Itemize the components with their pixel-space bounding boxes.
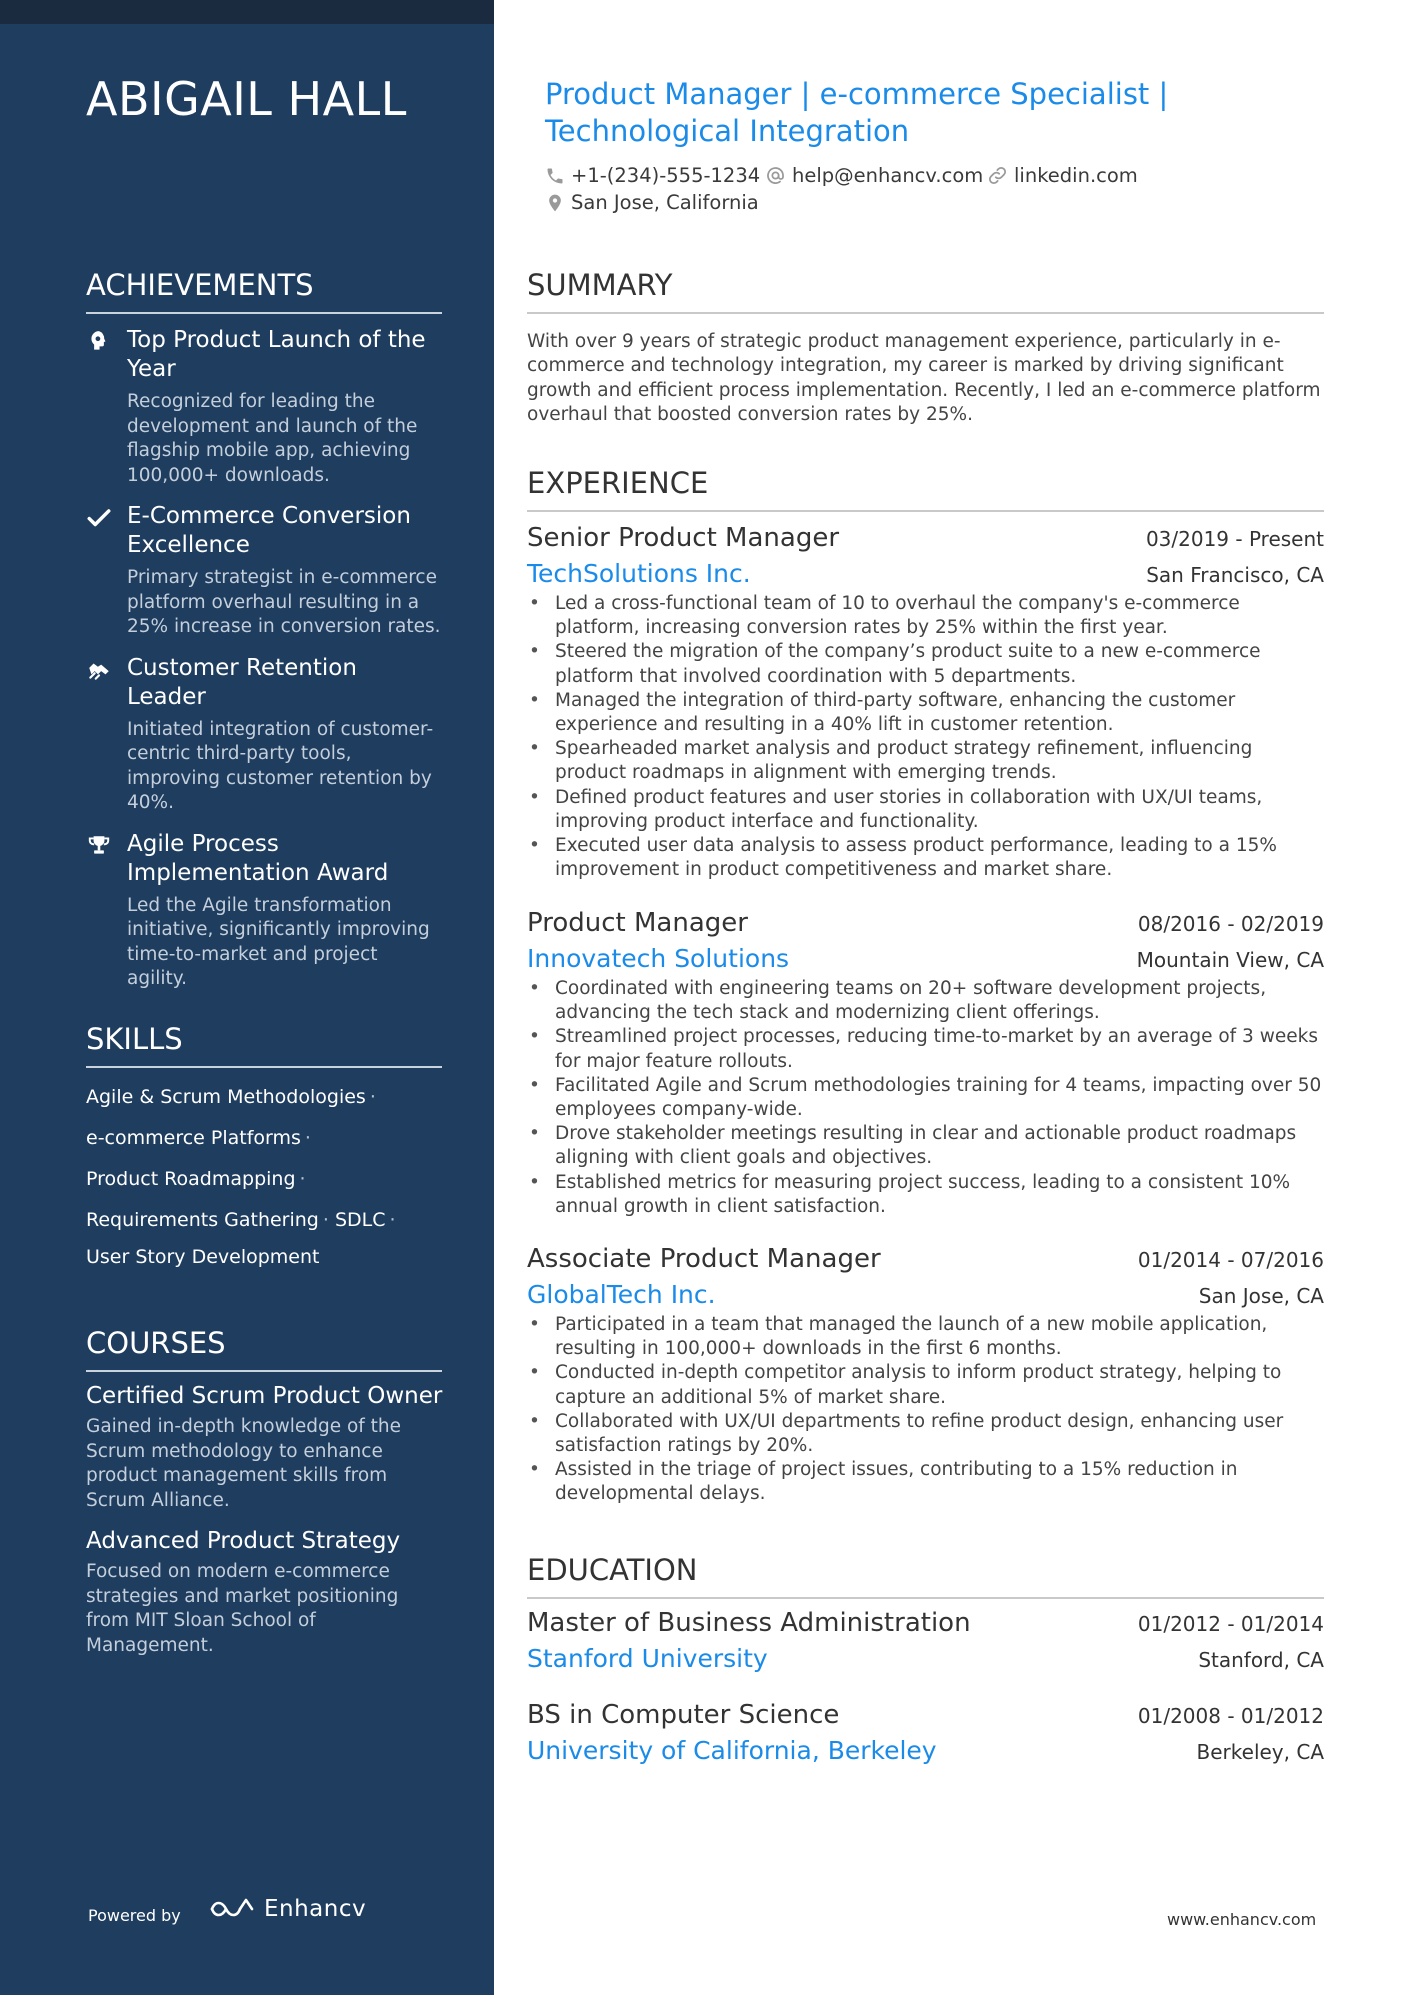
job-bullets [527,977,1324,1219]
location-text: San Jose, California [571,191,759,214]
bullet-item: • Conducted in-depth competitor analysis to inform product strategy, helping to capture an additional 5% of market share. [527,1361,1324,1409]
degree-title: Master of Business Administration [527,1608,971,1638]
summary-heading: SUMMARY [527,268,1324,314]
job-entry [527,1244,1324,1507]
achievements-section [86,268,442,992]
job-dates: 03/2019 - Present [1145,527,1324,551]
contact-location [545,191,759,214]
job-location: San Francisco, CA [1146,563,1324,587]
education-location: Stanford, CA [1198,1648,1324,1672]
contact-link[interactable] [987,164,1138,187]
location-pin-icon [545,193,565,213]
skills-heading: SKILLS [86,1022,442,1068]
footer-url[interactable]: www.enhancv.com [1167,1910,1317,1929]
link-icon [987,165,1008,186]
brand-name: Enhancv [264,1896,367,1922]
achievement-item [86,502,442,640]
company-name: TechSolutions Inc. [527,559,751,588]
bullet-item: • Executed user data analysis to assess product performance, leading to a 15% improvement in product competitiveness and market share. [527,834,1324,882]
bullet-item: • Coordinated with engineering teams on 20+ software development projects, advancing the tech stack and modernizing client offerings. [527,977,1324,1025]
job-dates: 01/2014 - 07/2016 [1137,1248,1324,1272]
course-title: Advanced Product Strategy [86,1528,401,1554]
bullet-item: • Steered the migration of the company’s product suite to a new e-commerce platform that involved coordination with 5 departments. [527,640,1324,688]
job-bullets [527,592,1324,882]
education-dates: 01/2012 - 01/2014 [1137,1612,1324,1636]
achievement-item [86,830,442,992]
courses-section [86,1326,442,1658]
rocket-icon [86,329,112,355]
headline: Product Manager | e-commerce Specialist | Technological Integration [545,77,1169,148]
bullet-item: • Collaborated with UX/UI departments to refine product design, enhancing user satisfaction ratings by 20%. [527,1410,1324,1458]
handshake-icon [86,657,112,683]
bullet-item: • Facilitated Agile and Scrum methodologies training for 4 teams, impacting over 50 employees company-wide. [527,1074,1324,1122]
company-name: Innovatech Solutions [527,944,790,973]
skill-item: Product Roadmapping · [86,1168,306,1190]
bullet-item: • Established metrics for measuring project success, leading to a consistent 10% annual growth in client satisfaction. [527,1171,1324,1219]
courses-heading: COURSES [86,1326,442,1372]
summary-text: With over 9 years of strategic product management experience, particularly in e-commerce and technology integration, my career is marked by driving significant growth and efficient process implementation. Recently, I led an e-commerce platform overhaul that boosted conversion rates by 25%. [527,331,1321,425]
bullet-item: • Led a cross-functional team of 10 to overhaul the company's e-commerce platform, increasing conversion rates by 25% within the first year. [527,592,1324,640]
course-item [86,1527,442,1658]
email-text: help@enhancv.com [792,164,984,187]
achievement-title: Agile Process Implementation Award [127,830,389,886]
sidebar [0,0,494,1995]
school-name: Stanford University [527,1644,768,1673]
degree-title: BS in Computer Science [527,1700,840,1730]
sidebar-top-bar [0,0,494,24]
education-entry [527,1700,1324,1765]
phone-icon [545,166,565,186]
job-title: Senior Product Manager [527,523,840,553]
job-location: Mountain View, CA [1136,948,1324,972]
company-name: GlobalTech Inc. [527,1280,716,1309]
contact-email[interactable] [765,164,983,187]
job-title: Product Manager [527,908,748,938]
bullet-item: • Defined product features and user stories in collaboration with UX/UI teams, improving product interface and functionality. [527,786,1324,834]
job-title: Associate Product Manager [527,1244,881,1274]
achievement-title: Customer Retention Leader [127,654,357,710]
job-entry [527,523,1324,882]
bullet-item: • Managed the integration of third-party software, enhancing the customer experience and resulting in a 40% lift in customer retention. [527,689,1324,737]
achievement-title: E-Commerce Conversion Excellence [127,503,411,558]
achievement-description: Recognized for leading the development and launch of the flagship mobile app, achieving 100,000+ downloads. [127,391,418,486]
powered-by-label: Powered by [88,1906,181,1925]
achievements-heading: ACHIEVEMENTS [86,268,442,314]
course-description: Focused on modern e-commerce strategies and market positioning from MIT Sloan School of Management. [86,1561,399,1656]
skill-item: User Story Development [86,1246,320,1268]
course-title: Certified Scrum Product Owner [86,1383,443,1409]
achievement-description: Led the Agile transformation initiative, significantly improving time-to-market and project agility. [127,894,430,989]
job-bullets [527,1313,1324,1507]
achievement-title: Top Product Launch of the Year [127,327,426,382]
bullet-item: • Assisted in the triage of project issues, contributing to a 15% reduction in developmental delays. [527,1458,1324,1506]
skill-item: Requirements Gathering · SDLC · [86,1209,396,1231]
bullet-item: • Participated in a team that managed the launch of a new mobile application, resulting in 100,000+ downloads in the first 6 months. [527,1313,1324,1361]
enhancv-logo[interactable] [208,1896,366,1922]
checkmark-icon [86,505,112,531]
bullet-item: • Drove stakeholder meetings resulting in clear and actionable product roadmaps aligning with client goals and objectives. [527,1122,1324,1170]
achievement-description: Initiated integration of customer-centric third-party tools, improving customer retention by 40%. [127,718,434,813]
job-entry [527,908,1324,1219]
skill-item: e-commerce Platforms · [86,1127,311,1149]
course-description: Gained in-depth knowledge of the Scrum methodology to enhance product management skills from Scrum Alliance. [86,1416,402,1511]
enhancv-logo-icon [208,1896,254,1922]
achievement-item [86,326,442,488]
at-icon [765,165,786,186]
course-item [86,1382,442,1513]
achievement-item [86,654,442,816]
education-heading: EDUCATION [527,1553,1324,1599]
experience-heading: EXPERIENCE [527,466,1324,512]
skill-item: Agile & Scrum Methodologies · [86,1086,376,1108]
job-dates: 08/2016 - 02/2019 [1137,912,1324,936]
education-dates: 01/2008 - 01/2012 [1137,1704,1324,1728]
school-name: University of California, Berkeley [527,1736,937,1765]
bullet-item: • Spearheaded market analysis and product strategy refinement, influencing product roadmaps in alignment with emerging trends. [527,737,1324,785]
achievement-description: Primary strategist in e-commerce platform overhaul resulting in a 25% increase in conversion rates. [127,567,441,637]
phone-text: +1-(234)-555-1234 [571,164,761,187]
trophy-icon [86,833,112,859]
skills-section [86,1022,442,1269]
contact-phone [545,164,760,187]
link-text: linkedin.com [1014,164,1138,187]
education-entry [527,1608,1324,1673]
job-location: San Jose, CA [1198,1284,1324,1308]
education-location: Berkeley, CA [1196,1740,1324,1764]
bullet-item: • Streamlined project processes, reducing time-to-market by an average of 3 weeks for major feature rollouts. [527,1025,1324,1073]
candidate-name: ABIGAIL HALL [86,72,407,126]
